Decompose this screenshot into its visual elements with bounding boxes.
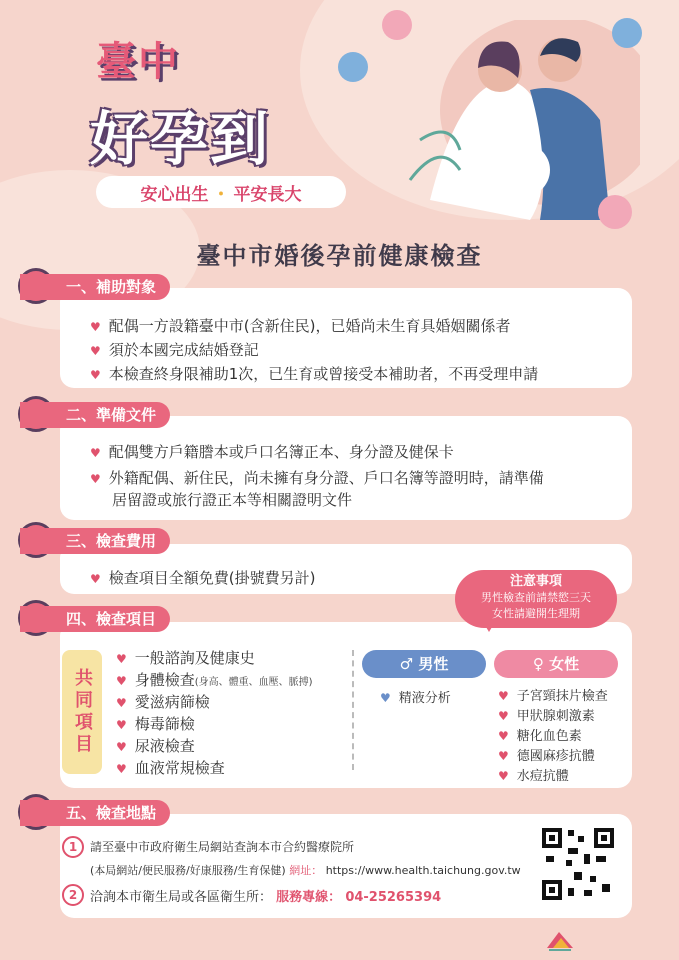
body-check-note: (身高、體重、血壓、脈搏) [194,677,313,688]
heart-icon: ♥ [90,368,101,382]
common-items-label: 共同項目 [62,650,102,774]
heart-icon: ♥ [90,344,101,358]
heart-icon: ♥ [116,674,127,688]
heart-icon: ♥ [498,749,509,763]
list-item: ♥ 配偶雙方戶籍謄本或戶口名簿正本、身分證及健保卡 [90,443,454,461]
hotline-label: 服務專線： [276,890,342,905]
list-item: ♥ 檢查項目全額免費(掛號費另計) [90,569,316,587]
number-1-icon: 1 [62,836,84,858]
notice-line2: 女性請避開生理期 [492,607,580,620]
heart-icon: ♥ [90,472,101,486]
common-item: ♥ 身體檢查(身高、體重、血壓、脈搏) [116,671,313,689]
bureau-emblem-icon [545,928,575,952]
divider [352,650,354,770]
list-item: ♥ 本檢查終身限補助1次，已生育或曾接受本補助者，不再受理申請 [90,365,539,383]
list-item-continued: 居留證或旅行證正本等相關證明文件 [112,491,353,509]
heart-icon: ♥ [116,740,127,754]
female-pill: ♀ 女性 [494,650,618,678]
heart-icon: ♥ [116,696,127,710]
stroller-icon [382,10,412,40]
title-line2: 好孕到 [90,105,271,173]
section-1-tag: 一、補助對象 [20,274,170,300]
list-item: ♥ 外籍配偶、新住民，尚未擁有身分證、戶口名簿等證明時，請準備 [90,469,544,487]
health-bureau-logo [545,928,675,954]
slogan-dot: ・ [212,184,230,205]
main-title: 臺中市婚後孕前健康檢查 [196,242,483,270]
section-4-tag: 四、檢查項目 [20,606,170,632]
list-item: ♥ 須於本國完成結婚登記 [90,341,259,359]
female-item: ♥ 水痘抗體 [498,769,569,784]
heart-icon: ♥ [498,729,509,743]
heart-icon: ♥ [90,320,101,334]
location-line3: 洽詢本市衛生局或各區衛生所： [90,890,273,905]
location-line2: (本局網站/便民服務/好康服務/生育保健) [90,864,286,877]
heart-icon: ♥ [116,718,127,732]
website-link[interactable]: https://www.health.taichung.gov.tw [325,864,521,877]
common-item: ♥ 愛滋病篩檢 [116,693,210,711]
document-icon [598,195,632,229]
section-3-tag: 三、檢查費用 [20,528,170,554]
header [0,0,679,235]
heart-icon: ♥ [380,691,391,705]
couple-illustration [400,20,640,220]
location-line3-row [90,886,441,905]
heart-icon: ♥ [116,762,127,776]
notice-title: 注意事項 [509,574,562,589]
location-line1: 請至臺中市政府衛生局網站查詢本市合約醫療院所 [90,840,355,854]
stethoscope-icon [338,52,368,82]
hotline-number[interactable]: 04-25265394 [345,890,442,905]
notice-line1: 男性檢查前請禁慾三天 [481,591,591,604]
male-icon: ♂ [399,655,419,673]
common-item: ♥ 血液常規檢查 [116,759,225,777]
female-item: ♥ 德國麻疹抗體 [498,749,595,764]
slogan-ribbon [96,176,346,208]
common-item: ♥ 一般諮詢及健康史 [116,649,255,667]
section-2-tag: 二、準備文件 [20,402,170,428]
common-item: ♥ 尿液檢查 [116,737,195,755]
female-item: ♥ 子宮頸抹片檢查 [498,689,608,704]
notice-bubble [455,570,617,628]
common-item: ♥ 梅毒篩檢 [116,715,195,733]
slogan-right: 平安長大 [233,184,302,205]
heart-icon: ♥ [116,652,127,666]
heart-icon: ♥ [498,689,509,703]
title-line1: 臺中 [96,39,180,85]
url-label: 網址： [289,864,323,877]
heart-icon: ♥ [90,446,101,460]
number-2-icon: 2 [62,884,84,906]
qr-code[interactable] [540,826,616,902]
female-item: ♥ 糖化血色素 [498,729,582,744]
heart-icon: ♥ [498,769,509,783]
list-item: ♥ 配偶一方設籍臺中市(含新住民)，已婚尚未生育具婚姻關係者 [90,317,511,335]
male-pill: ♂ 男性 [362,650,486,678]
heart-icon: ♥ [90,572,101,586]
section-5-tag: 五、檢查地點 [20,800,170,826]
location-line2-row [90,862,521,878]
slogan-left: 安心出生 [140,184,209,205]
female-item: ♥ 甲狀腺刺激素 [498,709,595,724]
female-icon: ♀ [532,655,550,673]
heart-icon: ♥ [498,709,509,723]
male-item: ♥ 精液分析 [380,691,451,706]
baby-bottle-icon [612,18,642,48]
